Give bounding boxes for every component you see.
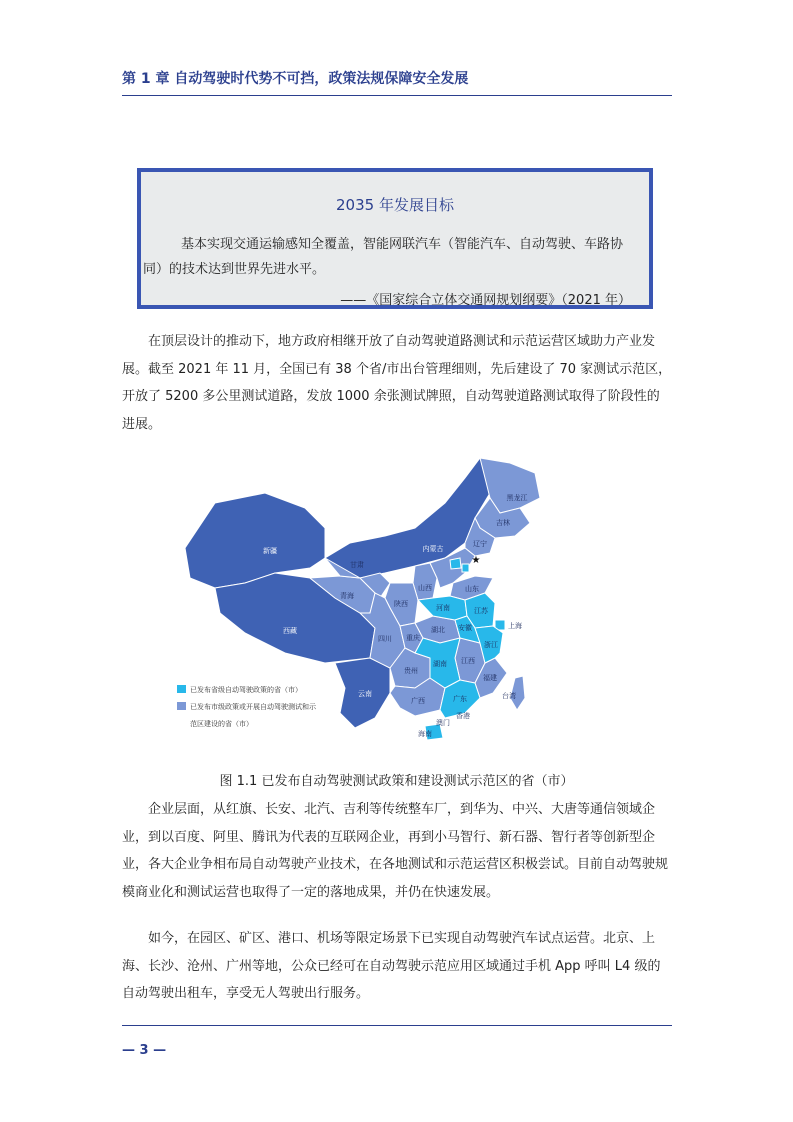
- map-label-liaoning: 辽宁: [473, 540, 487, 548]
- map-label-shaanxi: 陕西: [394, 600, 408, 608]
- map-label-guizhou: 贵州: [404, 667, 418, 675]
- map-label-xinjiang: 新疆: [263, 547, 277, 555]
- map-label-anhui: 安徽: [458, 624, 472, 632]
- map-label-jiangsu: 江苏: [474, 607, 488, 615]
- map-label-aomen: 澳门: [436, 719, 450, 727]
- map-label-shandong: 山东: [465, 585, 479, 593]
- body-paragraph-1: 在顶层设计的推动下，地方政府相继开放了自动驾驶道路测试和示范运营区域助力产业发展。截至 2021 年 11 月，全国已有 38 个省/市出台管理细则，先后建设了 70 家测试示范区，开放了 5200 多公里测试道路，发放 1000 余张测试牌照，自动驾驶道路测试取得了阶段性的进展。: [122, 334, 672, 432]
- legend-swatch-policy: [177, 685, 186, 693]
- map-label-heilongjiang: 黑龙江: [506, 494, 528, 502]
- capital-star-icon: ★: [471, 555, 481, 566]
- map-label-yunnan: 云南: [358, 690, 372, 698]
- legend-label-zone-line1: 已发布市级政策或开展自动驾驶测试和示: [190, 703, 316, 711]
- callout-source: ——《国家综合立体交通网规划纲要》（2021 年）: [340, 293, 631, 308]
- header-rule: [122, 95, 672, 96]
- map-label-hunan: 湖南: [433, 660, 447, 668]
- map-label-shanxi: 山西: [418, 584, 432, 592]
- map-label-xianggang: 香港: [456, 712, 470, 720]
- china-provinces-map: [175, 448, 543, 748]
- callout-title: 2035 年发展目标: [336, 196, 454, 214]
- chapter-title: 第 1 章 自动驾驶时代势不可挡，政策法规保障安全发展: [122, 71, 469, 87]
- figure-caption: 图 1.1 已发布自动驾驶测试政策和建设测试示范区的省（市）: [219, 774, 574, 789]
- map-label-shanghai: 上海: [508, 622, 522, 630]
- footer-rule: [122, 1025, 672, 1026]
- map-label-qinghai: 青海: [340, 592, 354, 600]
- body-paragraph-2: 企业层面，从红旗、长安、北汽、吉利等传统整车厂，到华为、中兴、大唐等通信领域企业，到以百度、阿里、腾讯为代表的互联网企业，再到小马智行、新石器、智行者等创新型企业，各大企业争相布局自动驾驶产业技术，在各地测试和示范运营区积极尝试。目前自动驾驶规模商业化和测试运营也取得了一定的落地成果，并仍在快速发展。: [122, 802, 669, 900]
- map-label-xizang: 西藏: [283, 627, 297, 635]
- map-region-xinjiang: [185, 493, 325, 588]
- callout-body: 基本实现交通运输感知全覆盖，智能网联汽车（智能汽车、自动驾驶、车路协同）的技术达到世界先进水平。: [143, 237, 624, 277]
- map-label-hainan: 海南: [418, 730, 432, 738]
- legend-label-policy: 已发布省级自动驾驶政策的省（市）: [190, 686, 302, 694]
- map-label-guangxi: 广西: [411, 697, 425, 705]
- map-label-guangdong: 广东: [453, 695, 467, 703]
- map-region-beijing: [450, 558, 461, 569]
- map-region-tianjin: [462, 564, 469, 572]
- body-paragraph-3: 如今，在园区、矿区、港口、机场等限定场景下已实现自动驾驶汽车试点运营。北京、上海、长沙、沧州、广州等地，公众已经可在自动驾驶示范应用区域通过手机 App 呼叫 L4 级的自动驾驶出租车，享受无人驾驶出行服务。: [122, 931, 661, 1001]
- page-number: — 3 —: [122, 1043, 167, 1058]
- map-label-neimenggu: 内蒙古: [422, 545, 444, 553]
- map-label-gansu: 甘肃: [350, 561, 364, 569]
- map-label-sichuan: 四川: [378, 635, 392, 643]
- goal-callout-box: [137, 168, 653, 309]
- map-legend: [177, 685, 317, 728]
- map-label-jilin: 吉林: [496, 519, 510, 527]
- legend-label-zone-line2: 范区建设的省（市）: [190, 720, 253, 728]
- legend-swatch-zone: [177, 702, 186, 710]
- map-label-chongqing: 重庆: [406, 634, 420, 642]
- map-label-fujian: 福建: [483, 674, 497, 682]
- map-label-taiwan: 台湾: [502, 692, 516, 700]
- map-label-zhejiang: 浙江: [484, 641, 498, 649]
- map-label-hubei: 湖北: [431, 626, 445, 634]
- map-label-jiangxi: 江西: [461, 657, 475, 665]
- map-label-henan: 河南: [436, 604, 450, 612]
